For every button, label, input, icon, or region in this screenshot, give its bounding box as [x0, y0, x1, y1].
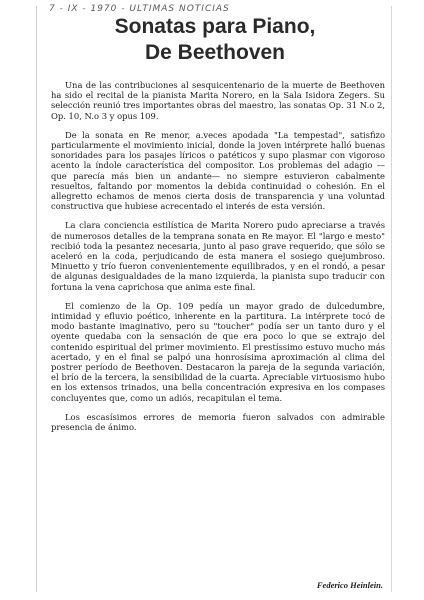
newspaper-clipping [36, 6, 392, 592]
paragraph-1: Una de las contribuciones al sesquicentenario de la muerte de Beethoven ha sido el recital de la pianista Marita Norero, en la Sala Isidora Zegers. Su selección reunió tres importantes obras del maestro, las sonatas Op. 31 N.o 2, Op. 10, N.o 3 y opus 109. [51, 80, 385, 121]
headline-line-2: De Beethoven [144, 41, 286, 64]
paragraph-2: De la sonata en Re menor, a.veces apodada "La tempestad", satisfizo particularmente el movimiento inicial, donde la joven intérprete halló buenas sonoridades para los pasajes líricos o patéticos y supo plasmar con vigoroso acento la índole característica del compositor. Los problemas del adagio —que parecía más bien un andante— no siempre estuvieron cabalmente resueltos, faltando por momentos la debida continuidad o cohesión. En el allegretto echamos de menos cierta dosis de transparencia y una voluntad constructiva que hubiese acrecentado el interés de esta versión. [51, 129, 385, 212]
paragraph-5: Los escasísimos errores de memoria fueron salvados con admirable presencia de ánimo. [51, 411, 385, 433]
paragraph-4: El comienzo de la Op. 109 pedía un mayor grado de dulcedumbre, intimidad y efluvio poético, inherente en la partitura. La intérprete tocó de modo bastante imaginativo, pero su "toucher" podía ser un tanto duro y el oyente quedaba con la sensación de que era poco lo que se extrajo del contenido espiritual del primer movimiento. El prestíssimo estuvo mucho más acertado, y en el final se palpó una honrosísima aproximación al clima del postrer período de Beethoven. Destacaron la pareja de la segunda variación, el brío de la tercera, la sensibilidad de la cuarta. Apreciable virtuosismo hubo en los extensos trinados, una bella concentración expresiva en los compases concluyentes que, como un adiós, recapitulan el tema. [51, 300, 385, 403]
byline: Federico Heinlein. [316, 580, 383, 590]
handwritten-note: 7 - IX - 1970 - ULTIMAS NOTICIAS [49, 4, 230, 14]
article-body [51, 80, 385, 441]
paragraph-3: La clara conciencia estilística de Marita Norero pudo apreciarse a través de numerosos detalles de la temprana sonata en Re mayor. El "largo e mesto" recibió toda la pesantez necesaria, junto al paso grave requerido, que sólo se aceleró en la coda, perjudicando de esta manera el sosiego quejumbroso. Minuetto y trío fueron convenientemente equilibrados, y en el rondó, a pesar de algunas desigualdades de la mano izquierda, la pianista supo traducir con fortuna la vena caprichosa que anima este final. [51, 220, 385, 292]
headline [37, 14, 393, 66]
headline-line-1: Sonatas para Piano, [114, 15, 316, 38]
